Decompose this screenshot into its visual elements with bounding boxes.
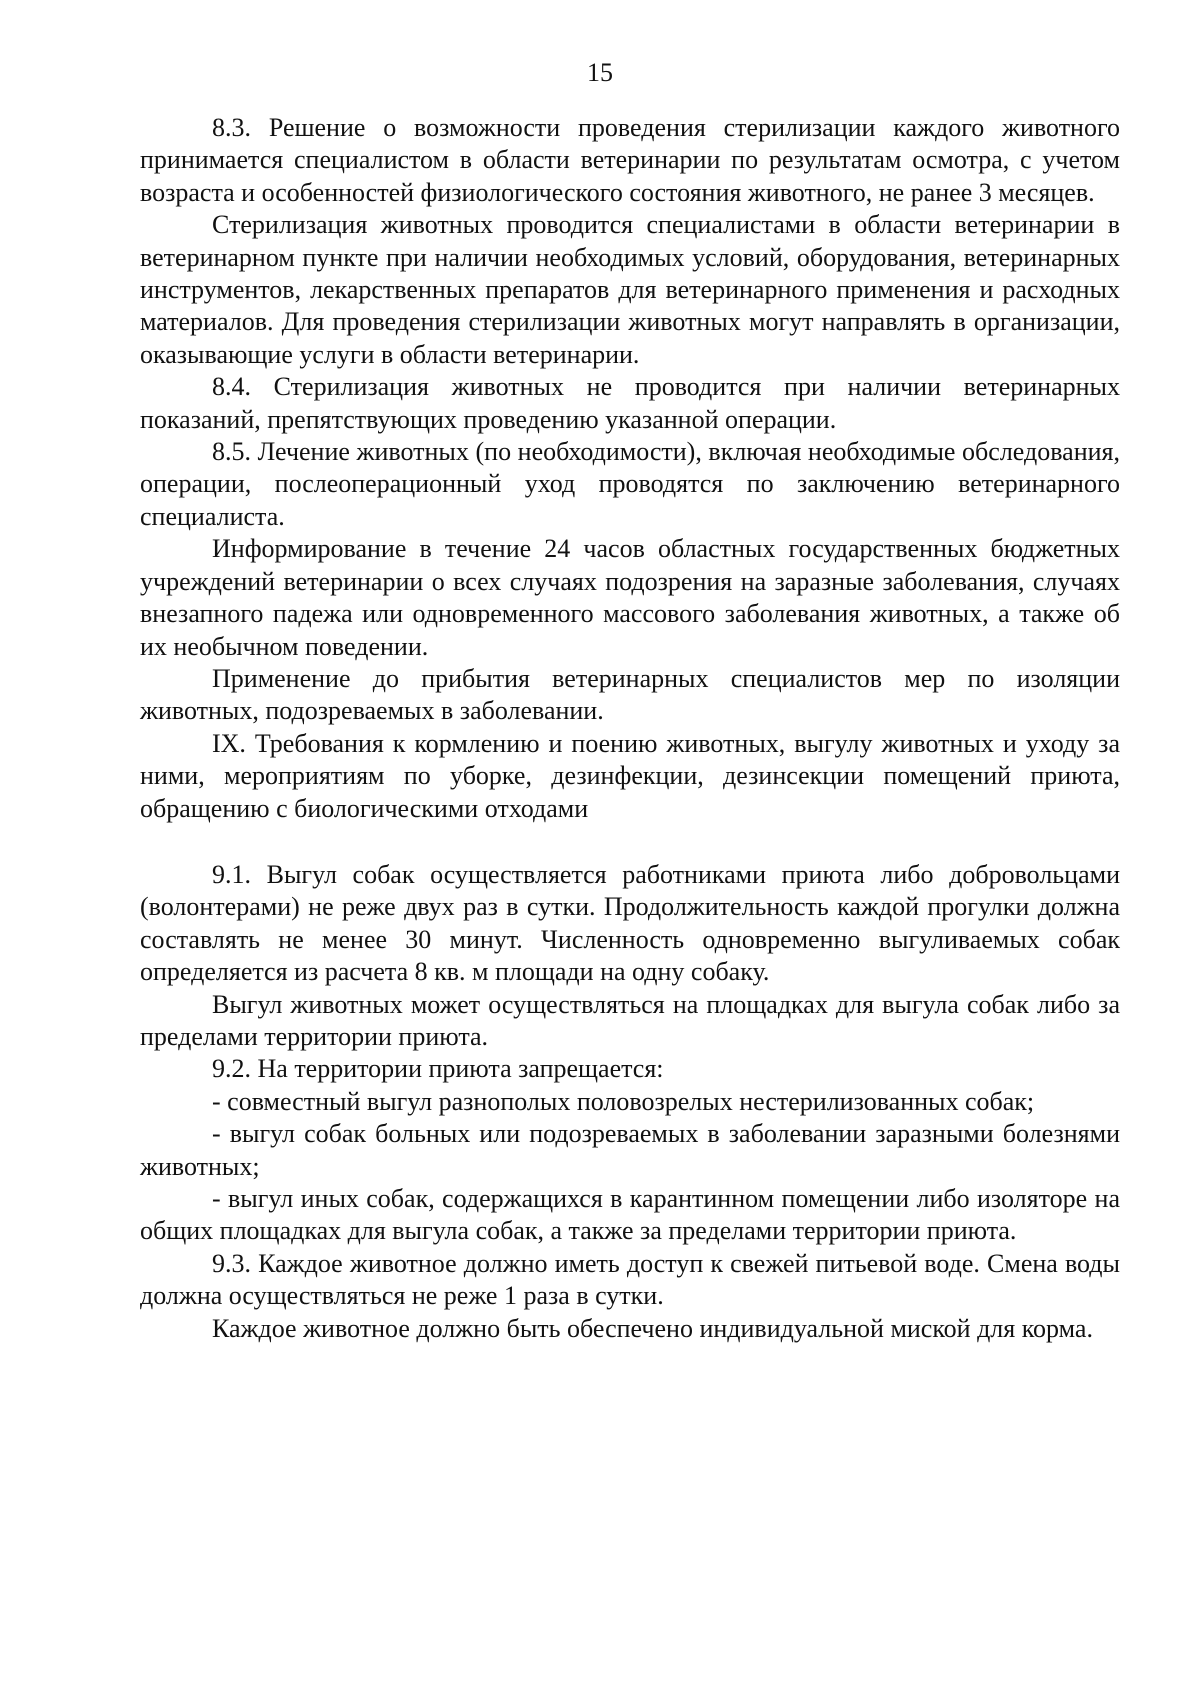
paragraph-walking-areas: Выгул животных может осуществляться на площадках для выгула собак либо за пределами территории приюта.	[140, 989, 1120, 1051]
paragraph-feeding-bowl: Каждое животное должно быть обеспечено индивидуальной миской для корма.	[212, 1313, 1093, 1343]
paragraph-sterilization-procedure: Стерилизация животных проводится специалистами в области ветеринарии в ветеринарном пункте при наличии необходимых условий, оборудования, ветеринарных инструментов, лекарственных препаратов для ветеринарного применения и расходных материалов. Для проведения стерилизации животных могут направлять в организации, оказывающие услуги в области ветеринарии.	[140, 210, 1120, 369]
paragraph-8-5: 8.5. Лечение животных (по необходимости), включая необходимые обследования, операции, послеоперационный уход проводятся по заключению ветеринарного специалиста.	[140, 437, 1120, 531]
list-item-sick-dogs: - выгул собак больных или подозреваемых в заболевании заразными болезнями животных;	[140, 1119, 1120, 1181]
paragraph-informing: Информирование в течение 24 часов областных государственных бюджетных учреждений ветеринарии о всех случаях подозрения на заразные заболевания, случаях внезапного падежа или одновременного массового заболевания животных, а также об их необычном поведении.	[140, 534, 1120, 661]
paragraph-8-3: 8.3. Решение о возможности проведения стерилизации каждого животного принимается специалистом в области ветеринарии по результатам осмотра, с учетом возраста и особенностей физиологического состояния животного, не ранее 3 месяцев.	[140, 113, 1120, 207]
document-body	[140, 112, 1120, 1345]
paragraph-isolation: Применение до прибытия ветеринарных специалистов мер по изоляции животных, подозреваемых в заболевании.	[140, 663, 1120, 726]
list-item-joint-walking: - совместный выгул разнополых половозрелых нестерилизованных собак;	[212, 1086, 1035, 1116]
paragraph-8-4: 8.4. Стерилизация животных не проводится при наличии ветеринарных показаний, препятствующих проведению указанной операции.	[140, 372, 1120, 434]
section-heading-ix: IX. Требования к кормлению и поению животных, выгулу животных и уходу за ними, мероприятиям по уборке, дезинфекции, дезинсекции помещений приюта, обращению с биологическими отходами	[140, 728, 1120, 823]
list-item-quarantine-dogs: - выгул иных собак, содержащихся в карантинном помещении либо изоляторе на общих площадках для выгула собак, а также за пределами территории приюта.	[140, 1184, 1120, 1246]
paragraph-9-3: 9.3. Каждое животное должно иметь доступ к свежей питьевой воде. Смена воды должна осуществляться не реже 1 раза в сутки.	[140, 1248, 1120, 1311]
page-number: 15	[587, 58, 613, 87]
paragraph-9-2: 9.2. На территории приюта запрещается:	[212, 1054, 664, 1084]
paragraph-9-1: 9.1. Выгул собак осуществляется работниками приюта либо добровольцами (волонтерами) не реже двух раз в сутки. Продолжительность каждой прогулки должна составлять не менее 30 минут. Численность одновременно выгуливаемых собак определяется из расчета 8 кв. м площади на одну собаку.	[140, 859, 1120, 987]
section-spacer	[140, 825, 1120, 859]
